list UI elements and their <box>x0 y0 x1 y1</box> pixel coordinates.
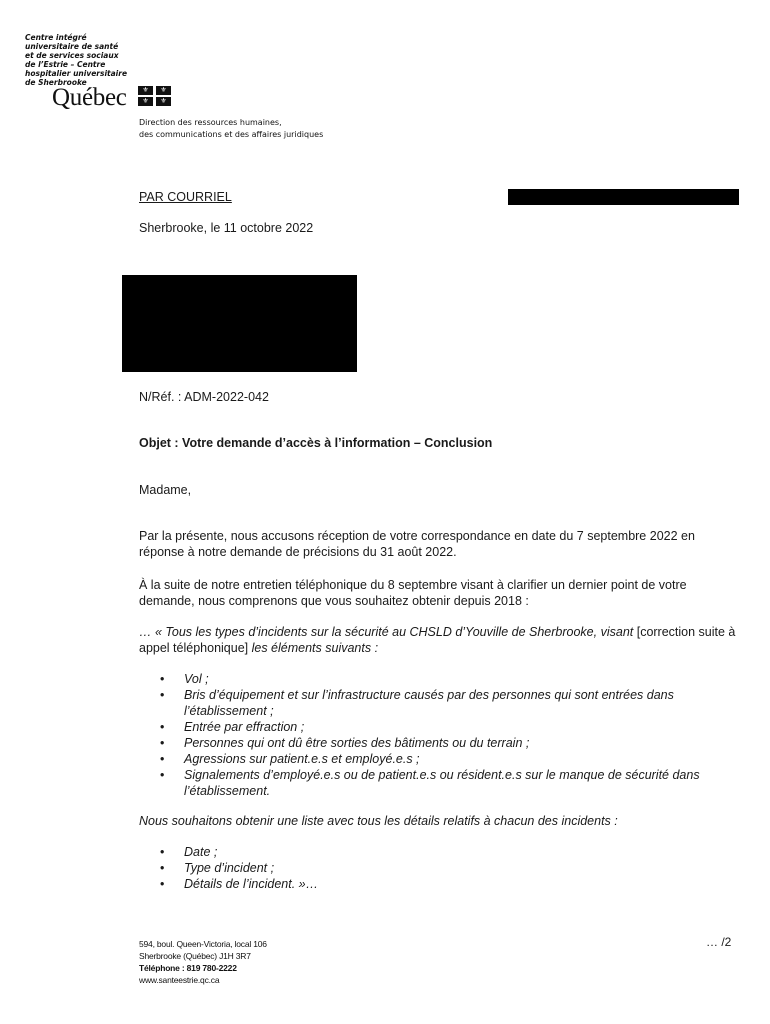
list-item: • Signalements d’employé.e.s ou de patient.e.s ou résident.e.s sur le manque de sécurité dans l’établissement. <box>160 767 700 799</box>
direction-name <box>139 117 323 141</box>
org-line: de Sherbrooke <box>25 78 87 87</box>
list-item: • Vol ; <box>160 671 700 687</box>
direction-line: des communications et des affaires juridiques <box>139 130 324 139</box>
org-line: et de services sociaux <box>25 51 119 60</box>
direction-line: Direction des ressources humaines, <box>139 118 282 127</box>
quote-text: … « Tous les types d’incidents sur la sécurité au CHSLD d’Youville de Sherbrooke, visant <box>139 625 637 639</box>
list-item: • Agressions sur patient.e.s et employé.e.s ; <box>160 751 700 767</box>
list-item: • Personnes qui ont dû être sorties des bâtiments ou du terrain ; <box>160 735 700 751</box>
list-item: • Entrée par effraction ; <box>160 719 700 735</box>
address-line: Sherbrooke (Québec) J1H 3R7 <box>139 951 251 961</box>
text-line: Par la présente, nous accusons réception de votre correspondance en date du 7 septembre 2022 en <box>139 529 695 543</box>
org-line: Centre intégré <box>25 33 87 42</box>
text-line: réponse à notre demande de précisions du 31 août 2022. <box>139 545 457 559</box>
footer-address <box>139 938 267 986</box>
phone-number: Téléphone : 819 780-2222 <box>139 963 237 973</box>
delivery-method: PAR COURRIEL <box>139 190 232 204</box>
paragraph-acknowledgement <box>139 528 739 560</box>
subject-line: Objet : Votre demande d’accès à l’information – Conclusion <box>139 436 493 450</box>
paragraph-understanding <box>139 577 739 609</box>
quoted-request <box>139 624 739 656</box>
incident-types-list <box>160 671 700 799</box>
website: www.santeestrie.qc.ca <box>139 975 220 985</box>
page-indicator: … /2 <box>706 935 732 949</box>
address-line: 594, boul. Queen-Victoria, local 106 <box>139 939 267 949</box>
organization-name <box>25 33 145 87</box>
list-item: • Détails de l’incident. »… <box>160 876 318 892</box>
quote-correction: [correction suite à <box>636 625 736 639</box>
quebec-wordmark: Québec <box>52 84 127 111</box>
list-item: • Type d’incident ; <box>160 860 318 876</box>
quote-text: les éléments suivants : <box>248 641 379 655</box>
details-request: Nous souhaitons obtenir une liste avec tous les détails relatifs à chacun des incidents : <box>139 814 618 828</box>
redacted-recipient-email <box>508 189 739 205</box>
list-item: • Date ; <box>160 844 318 860</box>
quebec-flag-icon: ⚜ ⚜ ⚜ ⚜ <box>138 86 172 106</box>
place-date: Sherbrooke, le 11 octobre 2022 <box>139 221 314 235</box>
list-item: • Bris d’équipement et sur l’infrastructure causés par des personnes qui sont entrées dans l’établissement ; <box>160 687 700 719</box>
quote-correction: appel téléphonique] <box>139 641 249 655</box>
details-list <box>160 844 318 892</box>
reference-number: N/Réf. : ADM-2022-042 <box>139 390 269 404</box>
redacted-recipient-address <box>122 275 357 372</box>
org-line: de l’Estrie – Centre <box>25 60 106 69</box>
text-line: À la suite de notre entretien téléphonique du 8 septembre visant à clarifier un dernier point de votre <box>139 578 687 592</box>
salutation: Madame, <box>139 483 192 497</box>
org-line: universitaire de santé <box>25 42 119 51</box>
org-line: hospitalier universitaire <box>25 69 128 78</box>
text-line: demande, nous comprenons que vous souhaitez obtenir depuis 2018 : <box>139 594 529 608</box>
